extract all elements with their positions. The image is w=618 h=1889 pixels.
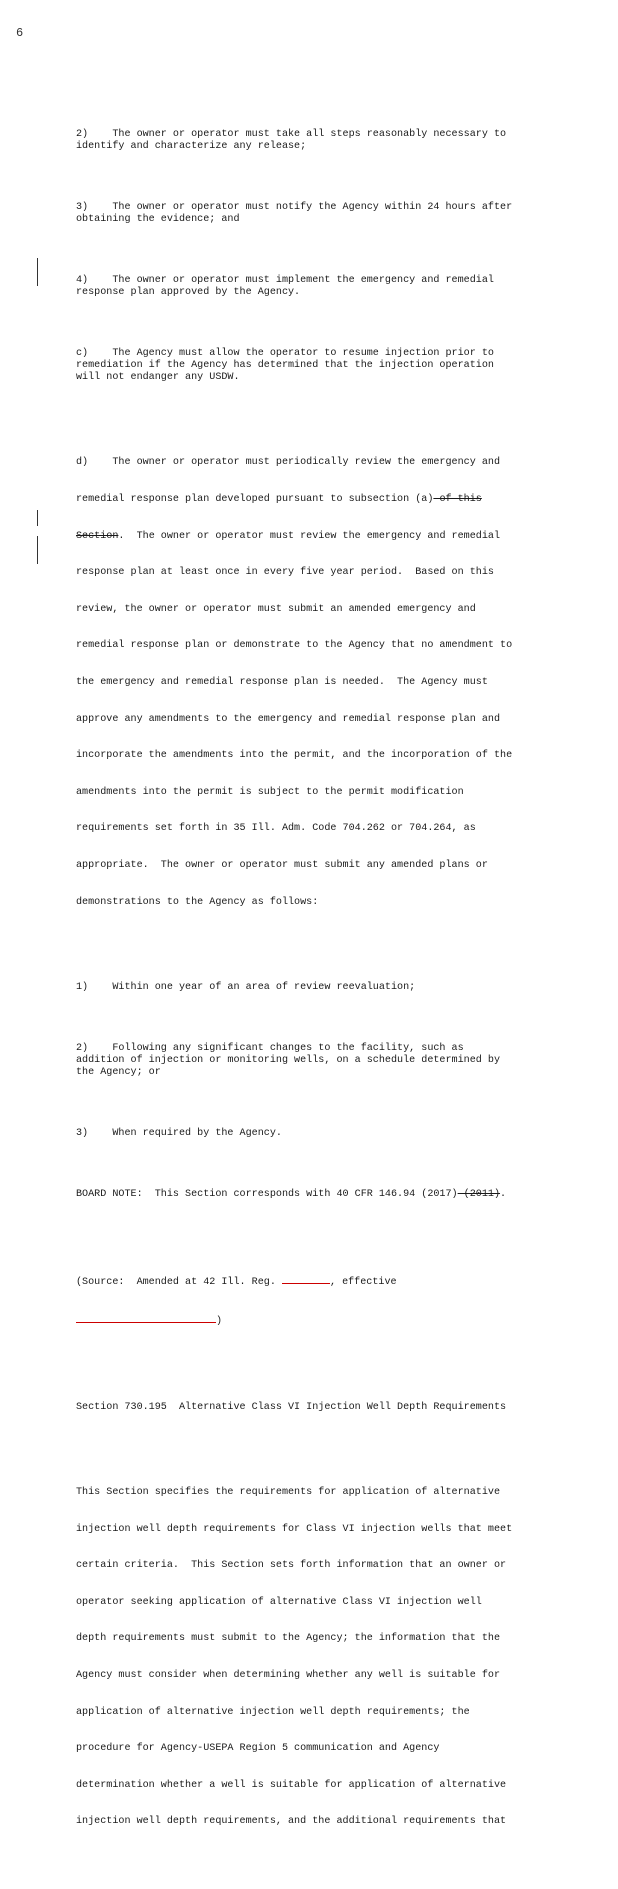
subsection-d: d) The owner or operator must periodically review the emergency and remedial response plan developed pursuant to subsection (a) of this Section. The owner or operator must review the emergency and remedial response plan at least once in every five year period. Based on this review, the owner or operator must submit an amended emergency and remedial response plan or demonstrate to the Agency that no amendment to the emergency and remedial response plan is needed. The Agency must approve any amendments to the emergency and remedial response plan and incorporate the amendments into the permit, and the incorporation of the amendments into the permit is subject to the permit modification requirements set forth in 35 Ill. Adm. Code 704.262 or 704.264, as appropriate. The owner or operator must submit any amended plans or demonstrations to the Agency as follows: bbox=[76, 433, 546, 933]
list-item-3: 3) When required by the Agency. bbox=[76, 1127, 282, 1139]
revision-bar bbox=[37, 510, 38, 526]
list-item-2: 2) Following any significant changes to the facility, such as addition of injection or monitoring wells, on a schedule determined by the Agency; or bbox=[76, 1042, 501, 1079]
item-2: 2) The owner or operator must take all steps reasonably necessary to identify and characterize any release; bbox=[76, 128, 507, 152]
page-number: 6 bbox=[16, 26, 26, 40]
item-3: 3) The owner or operator must notify the Agency within 24 hours after obtaining the evidence; and bbox=[76, 201, 513, 225]
revision-bar bbox=[37, 258, 38, 286]
blank-field bbox=[76, 1313, 216, 1323]
source-note: (Source: Amended at 42 Ill. Reg. , effective ) bbox=[76, 1249, 546, 1353]
list-item-1: 1) Within one year of an area of review reevaluation; bbox=[76, 981, 416, 993]
deleted-text: (2011) bbox=[457, 1188, 501, 1200]
document-body bbox=[76, 92, 546, 1889]
board-note: BOARD NOTE: This Section corresponds with 40 CFR 146.94 (2017) (2011). bbox=[76, 1188, 507, 1200]
subsection-d-line-2: remedial response plan developed pursuant to subsection (a) of this bbox=[76, 493, 482, 505]
subsection-d-line-3: Section. The owner or operator must review the emergency and remedial bbox=[76, 530, 501, 542]
section-body: This Section specifies the requirements for application of alternative injection well depth requirements for Class VI injection wells that meet certain criteria. This Section sets forth information that an owner or operator seeking application of alternative Class VI injection well depth requirements must submit to the Agency; the information that the Agency must consider when determining whether any well is suitable for application of alternative injection well depth requirements; the procedure for Agency-USEPA Region 5 communication and Agency determination whether a well is suitable for application of alternative injection well depth requirements, and the additional requirements that bbox=[76, 1486, 513, 1828]
subsection-c: c) The Agency must allow the operator to resume injection prior to remediation if the Agency has determined that the injection operation will not endanger any USDW. bbox=[76, 347, 494, 384]
item-4: 4) The owner or operator must implement the emergency and remedial response plan approved by the Agency. bbox=[76, 274, 494, 298]
deleted-text: of this bbox=[433, 493, 482, 505]
deleted-text: Section bbox=[76, 530, 119, 542]
section-heading: Section 730.195 Alternative Class VI Injection Well Depth Requirements bbox=[76, 1401, 507, 1413]
revision-bar bbox=[37, 536, 38, 564]
blank-field bbox=[282, 1274, 330, 1284]
